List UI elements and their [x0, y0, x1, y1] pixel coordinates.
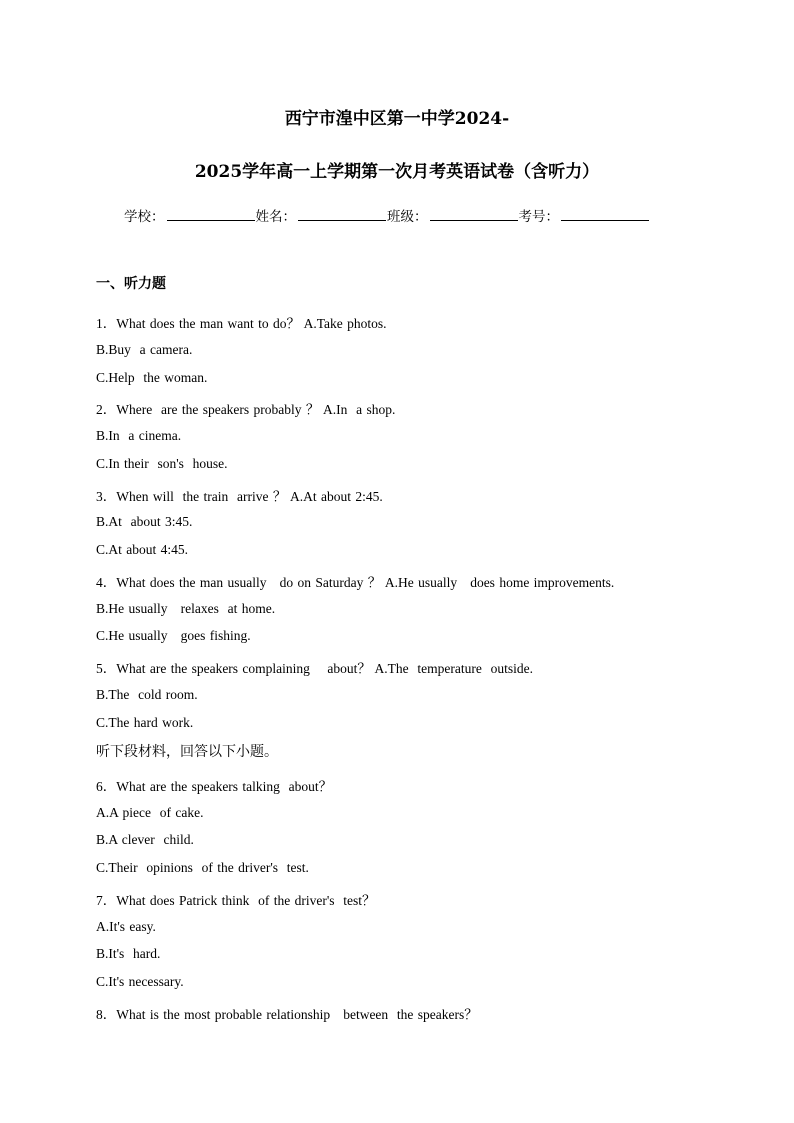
option-line: C.At about 4:45.	[96, 542, 188, 557]
question-line: 5．What are the speakers complaining about？ A.The temperature outside.	[96, 661, 533, 676]
exam-title-line-1: 西宁市湟中区第一中学2024-	[284, 109, 510, 129]
option-line: C.He usually goes fishing.	[96, 628, 251, 643]
question-line: 4．What does the man usually do on Saturday ？ A.He usually does home improvements.	[96, 575, 615, 590]
option-line: B.Buy a camera.	[96, 342, 193, 357]
name-label: 姓名：	[255, 209, 296, 225]
class-blank[interactable]	[430, 206, 518, 221]
option-line: C.The hard work.	[96, 715, 194, 730]
exam-title-line-2: 2025学年高一上学期第一次月考英语试卷（含听力）	[194, 162, 600, 182]
option-line: C.Help the woman.	[96, 370, 208, 385]
option-line: B.He usually relaxes at home.	[96, 601, 276, 616]
option-line: C.In their son's house.	[96, 456, 228, 471]
class-label: 班级：	[387, 209, 428, 225]
option-line: A.It's easy.	[96, 919, 156, 934]
school-blank[interactable]	[167, 206, 255, 221]
option-line: B.At about 3:45.	[96, 514, 193, 529]
question-line: 3．When will the train arrive ？ A.At about 2:45.	[96, 489, 383, 504]
school-label: 学校：	[124, 209, 165, 225]
option-line: B.It's hard.	[96, 946, 161, 961]
section-heading-listening: 一、听力题	[96, 276, 166, 292]
question-line: 1．What does the man want to do？ A.Take photos.	[96, 316, 387, 331]
option-line: B.In a cinema.	[96, 428, 182, 443]
question-line: 2．Where are the speakers probably ？ A.In a shop.	[96, 402, 396, 417]
instruction-line: 听下段材料，回答以下小题。	[96, 744, 278, 760]
name-blank[interactable]	[298, 206, 386, 221]
exam-number-blank[interactable]	[561, 206, 649, 221]
option-line: B.A clever child.	[96, 832, 194, 847]
option-line: C.It's necessary.	[96, 974, 184, 989]
option-line: C.Their opinions of the driver's test.	[96, 860, 309, 875]
question-line: 8．What is the most probable relationship between the speakers？	[96, 1007, 478, 1022]
option-line: B.The cold room.	[96, 687, 198, 702]
option-line: A.A piece of cake.	[96, 805, 204, 820]
exam-number-label: 考号：	[518, 209, 559, 225]
question-line: 7．What does Patrick think of the driver's test？	[96, 893, 376, 908]
student-info-row	[124, 205, 684, 225]
question-line: 6．What are the speakers talking about？	[96, 779, 333, 794]
